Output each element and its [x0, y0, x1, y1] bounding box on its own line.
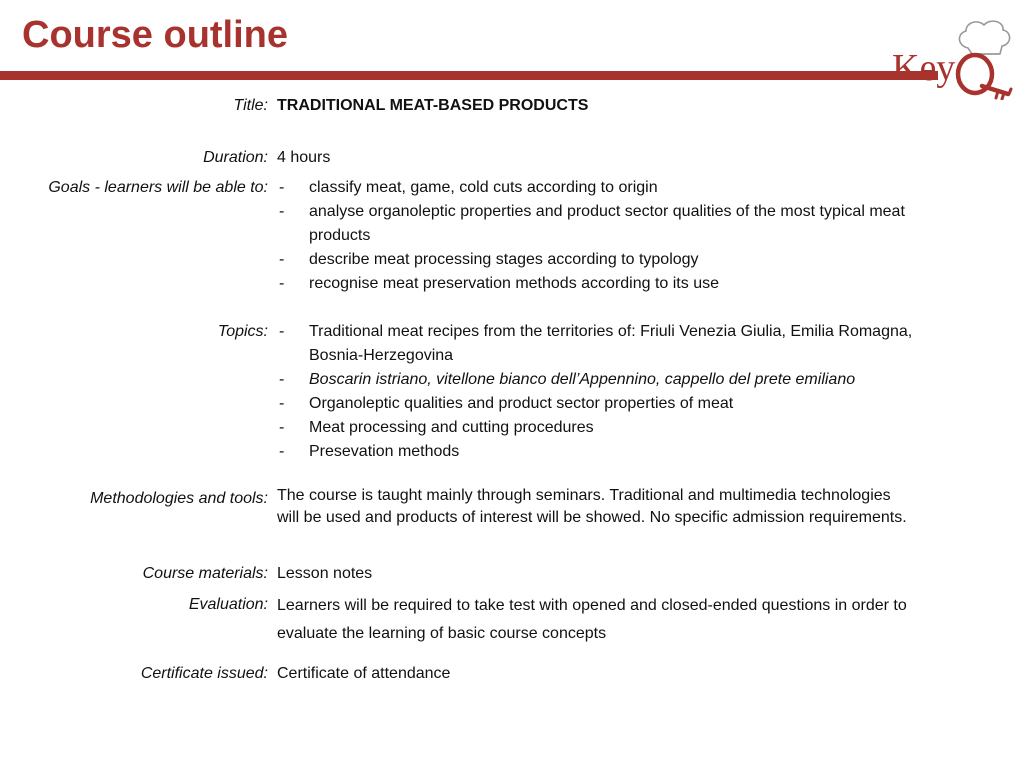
list-item: - Presevation methods	[277, 440, 937, 464]
materials-value: Lesson notes	[277, 565, 373, 582]
list-item: - describe meat processing stages according to typology	[277, 248, 937, 272]
dash-marker: -	[279, 203, 285, 220]
methodologies-value: The course is taught mainly through seminars. Traditional and multimedia technologies will be used and products of interest will be showed. No specific admission requirements.	[277, 487, 907, 526]
page-title: Course outline	[22, 14, 289, 56]
goals-label: Goals - learners will be able to:	[48, 179, 268, 196]
course-title-value: TRADITIONAL MEAT-BASED PRODUCTS	[277, 97, 589, 114]
list-item: - Traditional meat recipes from the territories of: Friuli Venezia Giulia, Emilia Romagna, Bosnia-Herzegovina	[277, 320, 937, 368]
list-item: - analyse organoleptic properties and product sector qualities of the most typical meat products	[277, 200, 937, 248]
certificate-value: Certificate of attendance	[277, 665, 451, 682]
list-item: - recognise meat preservation methods according to its use	[277, 272, 937, 296]
title-divider	[0, 71, 938, 80]
goals-list	[277, 176, 937, 296]
dash-marker: -	[279, 371, 285, 388]
dash-marker: -	[279, 275, 285, 292]
logo-text: Key	[892, 47, 956, 89]
dash-marker: -	[279, 323, 285, 340]
dash-marker: -	[279, 179, 285, 196]
dash-marker: -	[279, 395, 285, 412]
methodologies-label: Methodologies and tools:	[90, 490, 268, 507]
dash-marker: -	[279, 419, 285, 436]
list-item: - Boscarin istriano, vitellone bianco dell’Appennino, cappello del prete emiliano	[277, 368, 937, 392]
topics-list	[277, 320, 937, 464]
duration-label: Duration:	[203, 149, 268, 166]
title-label: Title:	[233, 97, 268, 114]
keyq-logo	[884, 16, 1016, 100]
dash-marker: -	[279, 443, 285, 460]
materials-label: Course materials:	[142, 565, 268, 582]
list-item: - Organoleptic qualities and product sector properties of meat	[277, 392, 937, 416]
evaluation-label: Evaluation:	[188, 596, 268, 613]
certificate-label: Certificate issued:	[140, 665, 268, 682]
topics-label: Topics:	[217, 323, 268, 340]
list-item: - classify meat, game, cold cuts according to origin	[277, 176, 937, 200]
dash-marker: -	[279, 251, 285, 268]
evaluation-value: Learners will be required to take test with opened and closed-ended questions in order to evaluate the learning of basic course concepts	[277, 597, 907, 642]
chef-hat-key-q-icon	[884, 16, 1016, 100]
duration-value: 4 hours	[277, 149, 331, 166]
list-item: - Meat processing and cutting procedures	[277, 416, 937, 440]
